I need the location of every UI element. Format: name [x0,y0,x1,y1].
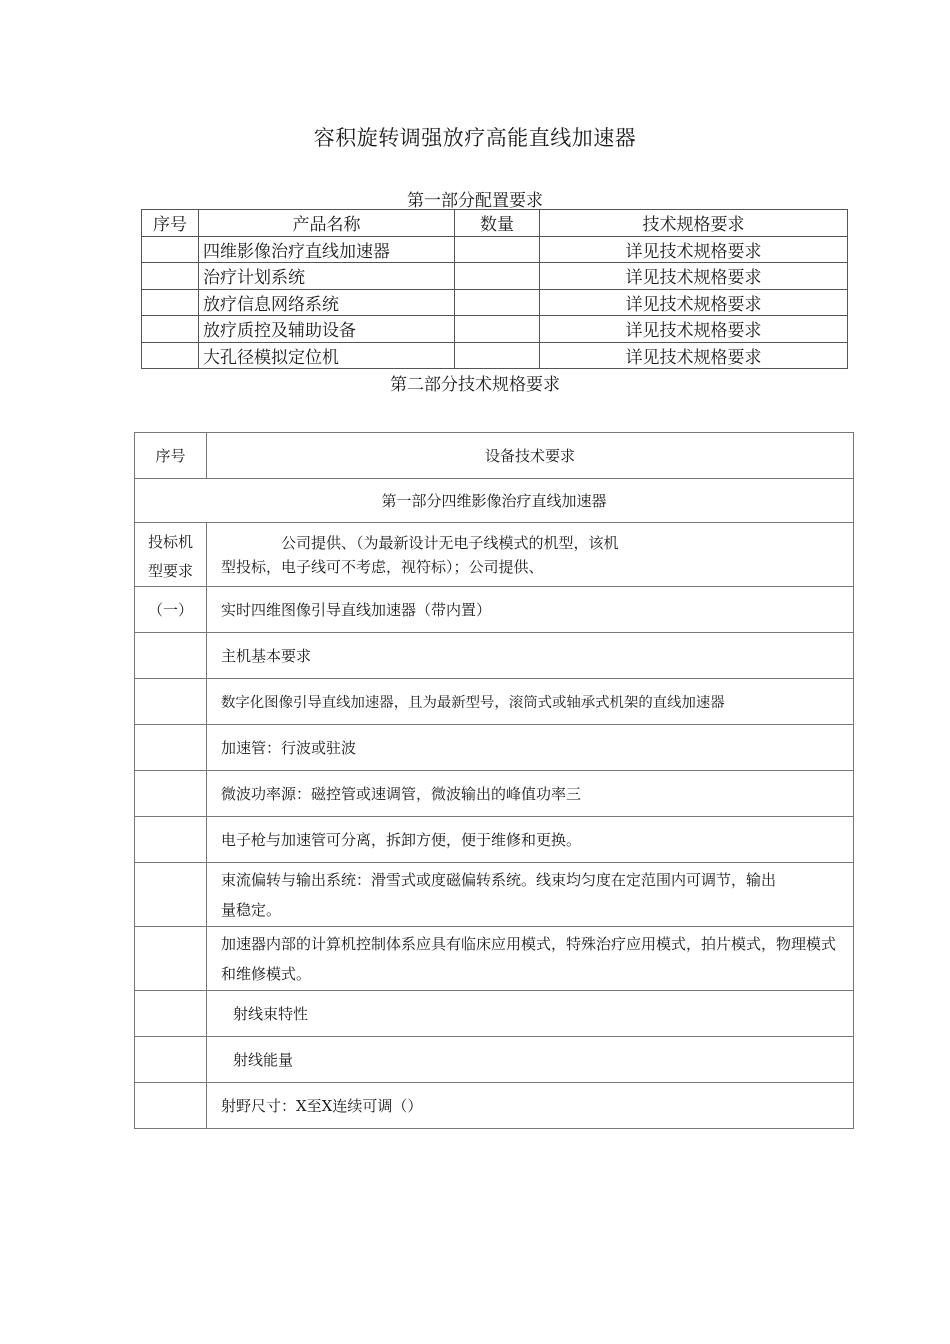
table-row [135,771,854,817]
cell-seq [142,289,199,316]
cell-seq [135,1083,207,1129]
cell-spec: 详见技术规格要求 [540,263,848,290]
cell-spec: 详见技术规格要求 [540,289,848,316]
table-row [142,263,848,290]
cell-requirement: 加速管：行波或驻波 [207,725,854,771]
document-title: 容积旋转调强放疗高能直线加速器 [313,126,637,150]
cell-seq [135,817,207,863]
bid-model-row [135,523,854,587]
cell-seq [142,342,199,369]
part-title-row [135,479,854,523]
table-header-row [142,210,848,237]
cell-seq [142,263,199,290]
cell-seq [135,633,207,679]
cell-quantity [455,316,540,343]
cell-spec: 详见技术规格要求 [540,342,848,369]
bid-line-2: 型投标，电子线可不考虑，视符标）；公司提供、 [221,557,544,576]
cell-seq [135,679,207,725]
header-spec: 技术规格要求 [540,210,848,237]
cell-requirement: 射线能量 [207,1037,854,1083]
cell-requirement: 加速器内部的计算机控制体系应具有临床应用模式，特殊治疗应用模式，拍片模式，物理模式和维修模式。 [207,927,854,991]
cell-requirement: 束流偏转与输出系统：滑雪式或度磁偏转系统。线束均匀度在定范围内可调节，输出量稳定。 [207,863,854,927]
cell-product-name: 放疗质控及辅助设备 [199,316,455,343]
section1-heading: 第一部分配置要求 [407,191,543,211]
header-requirements: 设备技术要求 [207,433,854,479]
header-seq: 序号 [142,210,199,237]
cell-product-name: 四维影像治疗直线加速器 [199,236,455,263]
table-row [135,679,854,725]
cell-seq [135,991,207,1037]
part-title: 第一部分四维影像治疗直线加速器 [135,479,854,523]
table-row [142,342,848,369]
cell-quantity [455,263,540,290]
table-row [135,633,854,679]
cell-requirement: 主机基本要求 [207,633,854,679]
bid-line-1: 公司提供、（为最新设计无电子线模式的机型，该机 [281,533,619,552]
cell-seq [135,927,207,991]
cell-requirement: 射野尺寸：X至X连续可调（） [207,1083,854,1129]
section2-heading: 第二部分技术规格要求 [390,375,560,395]
table-row [142,289,848,316]
cell-seq [135,725,207,771]
bid-model-text [207,523,854,587]
cell-requirement: 电子枪与加速管可分离，拆卸方便，便于维修和更换。 [207,817,854,863]
table-row [142,316,848,343]
header-quantity: 数量 [455,210,540,237]
cell-product-name: 大孔径模拟定位机 [199,342,455,369]
header-product-name: 产品名称 [199,210,455,237]
cell-seq [135,771,207,817]
table-row [142,236,848,263]
cell-quantity [455,289,540,316]
cell-seq [142,316,199,343]
cell-requirement: 数字化图像引导直线加速器，且为最新型号，滚筒式或轴承式机架的直线加速器 [207,679,854,725]
cell-requirement: 微波功率源：磁控管或速调管，微波输出的峰值功率三 [207,771,854,817]
table-row [135,1083,854,1129]
table-row [135,1037,854,1083]
cell-product-name: 放疗信息网络系统 [199,289,455,316]
cell-quantity [455,342,540,369]
cell-seq [135,1037,207,1083]
cell-requirement: 实时四维图像引导直线加速器（带内置） [207,587,854,633]
cell-spec: 详见技术规格要求 [540,236,848,263]
cell-product-name: 治疗计划系统 [199,263,455,290]
cell-requirement: 射线束特性 [207,991,854,1037]
table-row [135,991,854,1037]
cell-seq: （一） [135,587,207,633]
bid-model-label: 投标机型要求 [135,523,207,587]
cell-seq [142,236,199,263]
cell-quantity [455,236,540,263]
cell-seq [135,863,207,927]
table-row [135,587,854,633]
configuration-table [141,209,848,369]
table-row [135,817,854,863]
table-row [135,725,854,771]
technical-requirements-table [134,432,854,1129]
header-seq: 序号 [135,433,207,479]
cell-spec: 详见技术规格要求 [540,316,848,343]
table-row [135,863,854,927]
table-row [135,927,854,991]
table-header-row [135,433,854,479]
